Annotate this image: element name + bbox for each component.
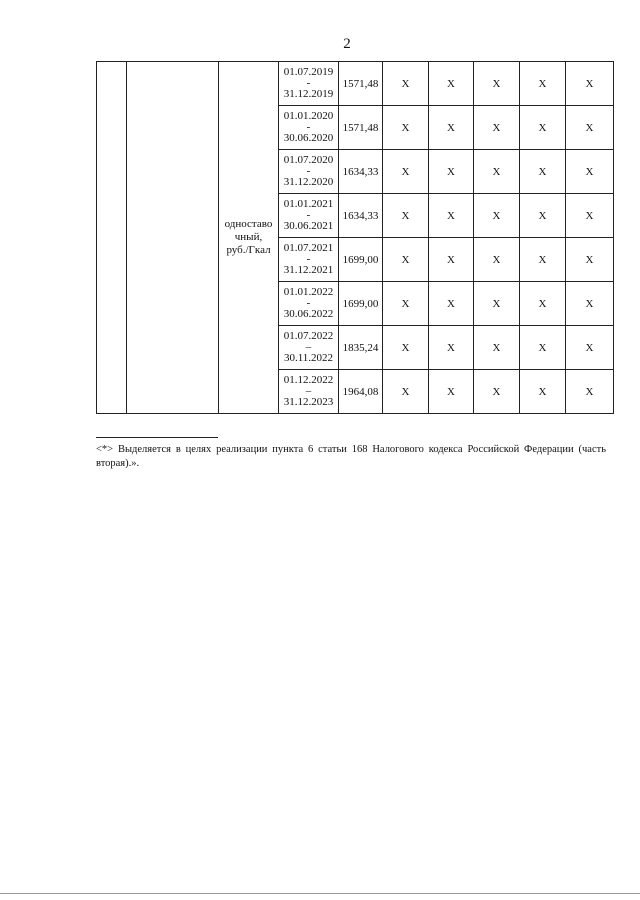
period-dash: - bbox=[306, 209, 311, 221]
x-mark-cell: X bbox=[474, 282, 520, 326]
period-dash: - bbox=[306, 77, 311, 89]
period-to: 30.06.2020 bbox=[283, 132, 334, 144]
scan-bottom-edge bbox=[0, 893, 640, 894]
x-mark-cell: X bbox=[566, 370, 614, 414]
period-dash: - bbox=[306, 165, 311, 177]
x-mark-cell: X bbox=[474, 238, 520, 282]
period-dash: - bbox=[306, 253, 311, 265]
period-cell bbox=[279, 106, 339, 150]
x-mark-cell: X bbox=[474, 106, 520, 150]
period-cell bbox=[279, 150, 339, 194]
period-cell bbox=[279, 326, 339, 370]
period-dash: – bbox=[305, 341, 312, 353]
x-mark-cell: X bbox=[566, 62, 614, 106]
x-mark-cell: X bbox=[520, 150, 566, 194]
footnote-text: <*> Выделяется в целях реализации пункта 6 статьи 168 Налогового кодекса Российской Федерации (часть вторая).». bbox=[96, 444, 606, 469]
x-mark-cell: X bbox=[520, 282, 566, 326]
x-mark-cell: X bbox=[520, 326, 566, 370]
empty-number-cell bbox=[97, 62, 127, 414]
x-mark-cell: X bbox=[383, 194, 429, 238]
period-dash: - bbox=[306, 297, 311, 309]
period-cell bbox=[279, 282, 339, 326]
x-mark-cell: X bbox=[429, 150, 474, 194]
period-cell bbox=[279, 62, 339, 106]
period-cell bbox=[279, 194, 339, 238]
x-mark-cell: X bbox=[566, 194, 614, 238]
period-from: 01.01.2021 bbox=[283, 198, 334, 210]
x-mark-cell: X bbox=[429, 370, 474, 414]
tariff-unit-line: чный, bbox=[234, 231, 263, 243]
x-mark-cell: X bbox=[474, 150, 520, 194]
x-mark-cell: X bbox=[429, 194, 474, 238]
x-mark-cell: X bbox=[566, 150, 614, 194]
period-from: 01.07.2022 bbox=[283, 330, 334, 342]
tariff-table bbox=[96, 61, 614, 414]
tariff-value-cell: 1634,33 bbox=[339, 150, 383, 194]
x-mark-cell: X bbox=[474, 62, 520, 106]
x-mark-cell: X bbox=[474, 370, 520, 414]
period-to: 30.06.2021 bbox=[283, 220, 334, 232]
tariff-value-cell: 1835,24 bbox=[339, 326, 383, 370]
tariff-value-cell: 1699,00 bbox=[339, 282, 383, 326]
x-mark-cell: X bbox=[429, 282, 474, 326]
period-cell bbox=[279, 370, 339, 414]
period-to: 31.12.2023 bbox=[283, 396, 334, 408]
period-to: 31.12.2020 bbox=[283, 176, 334, 188]
x-mark-cell: X bbox=[520, 106, 566, 150]
x-mark-cell: X bbox=[520, 62, 566, 106]
x-mark-cell: X bbox=[383, 106, 429, 150]
x-mark-cell: X bbox=[429, 106, 474, 150]
x-mark-cell: X bbox=[429, 238, 474, 282]
tariff-table-body bbox=[97, 62, 614, 414]
x-mark-cell: X bbox=[566, 282, 614, 326]
period-from: 01.07.2021 bbox=[283, 242, 334, 254]
table-row bbox=[97, 62, 614, 106]
period-from: 01.01.2020 bbox=[283, 110, 334, 122]
period-to: 31.12.2021 bbox=[283, 264, 334, 276]
empty-name-cell bbox=[127, 62, 219, 414]
tariff-value-cell: 1571,48 bbox=[339, 62, 383, 106]
x-mark-cell: X bbox=[383, 238, 429, 282]
period-to: 31.12.2019 bbox=[283, 88, 334, 100]
period-dash: - bbox=[306, 121, 311, 133]
x-mark-cell: X bbox=[383, 282, 429, 326]
tariff-value-cell: 1699,00 bbox=[339, 238, 383, 282]
x-mark-cell: X bbox=[383, 62, 429, 106]
x-mark-cell: X bbox=[383, 150, 429, 194]
period-to: 30.06.2022 bbox=[283, 308, 334, 320]
tariff-value-cell: 1634,33 bbox=[339, 194, 383, 238]
period-to: 30.11.2022 bbox=[283, 352, 334, 364]
x-mark-cell: X bbox=[566, 106, 614, 150]
x-mark-cell: X bbox=[566, 238, 614, 282]
period-from: 01.07.2020 bbox=[283, 154, 334, 166]
tariff-value-cell: 1964,08 bbox=[339, 370, 383, 414]
period-cell bbox=[279, 238, 339, 282]
x-mark-cell: X bbox=[383, 370, 429, 414]
tariff-value-cell: 1571,48 bbox=[339, 106, 383, 150]
x-mark-cell: X bbox=[383, 326, 429, 370]
period-from: 01.07.2019 bbox=[283, 66, 334, 78]
footnote-divider bbox=[96, 437, 218, 438]
x-mark-cell: X bbox=[566, 326, 614, 370]
x-mark-cell: X bbox=[429, 326, 474, 370]
x-mark-cell: X bbox=[520, 238, 566, 282]
tariff-unit-line: руб./Гкал bbox=[226, 244, 271, 256]
period-from: 01.12.2022 bbox=[283, 374, 334, 386]
page-number: 2 bbox=[343, 36, 351, 52]
x-mark-cell: X bbox=[474, 326, 520, 370]
x-mark-cell: X bbox=[520, 370, 566, 414]
period-from: 01.01.2022 bbox=[283, 286, 334, 298]
x-mark-cell: X bbox=[429, 62, 474, 106]
x-mark-cell: X bbox=[474, 194, 520, 238]
tariff-unit-cell bbox=[219, 62, 279, 414]
period-dash: – bbox=[305, 385, 312, 397]
x-mark-cell: X bbox=[520, 194, 566, 238]
tariff-unit-line: одноставо bbox=[224, 218, 273, 230]
